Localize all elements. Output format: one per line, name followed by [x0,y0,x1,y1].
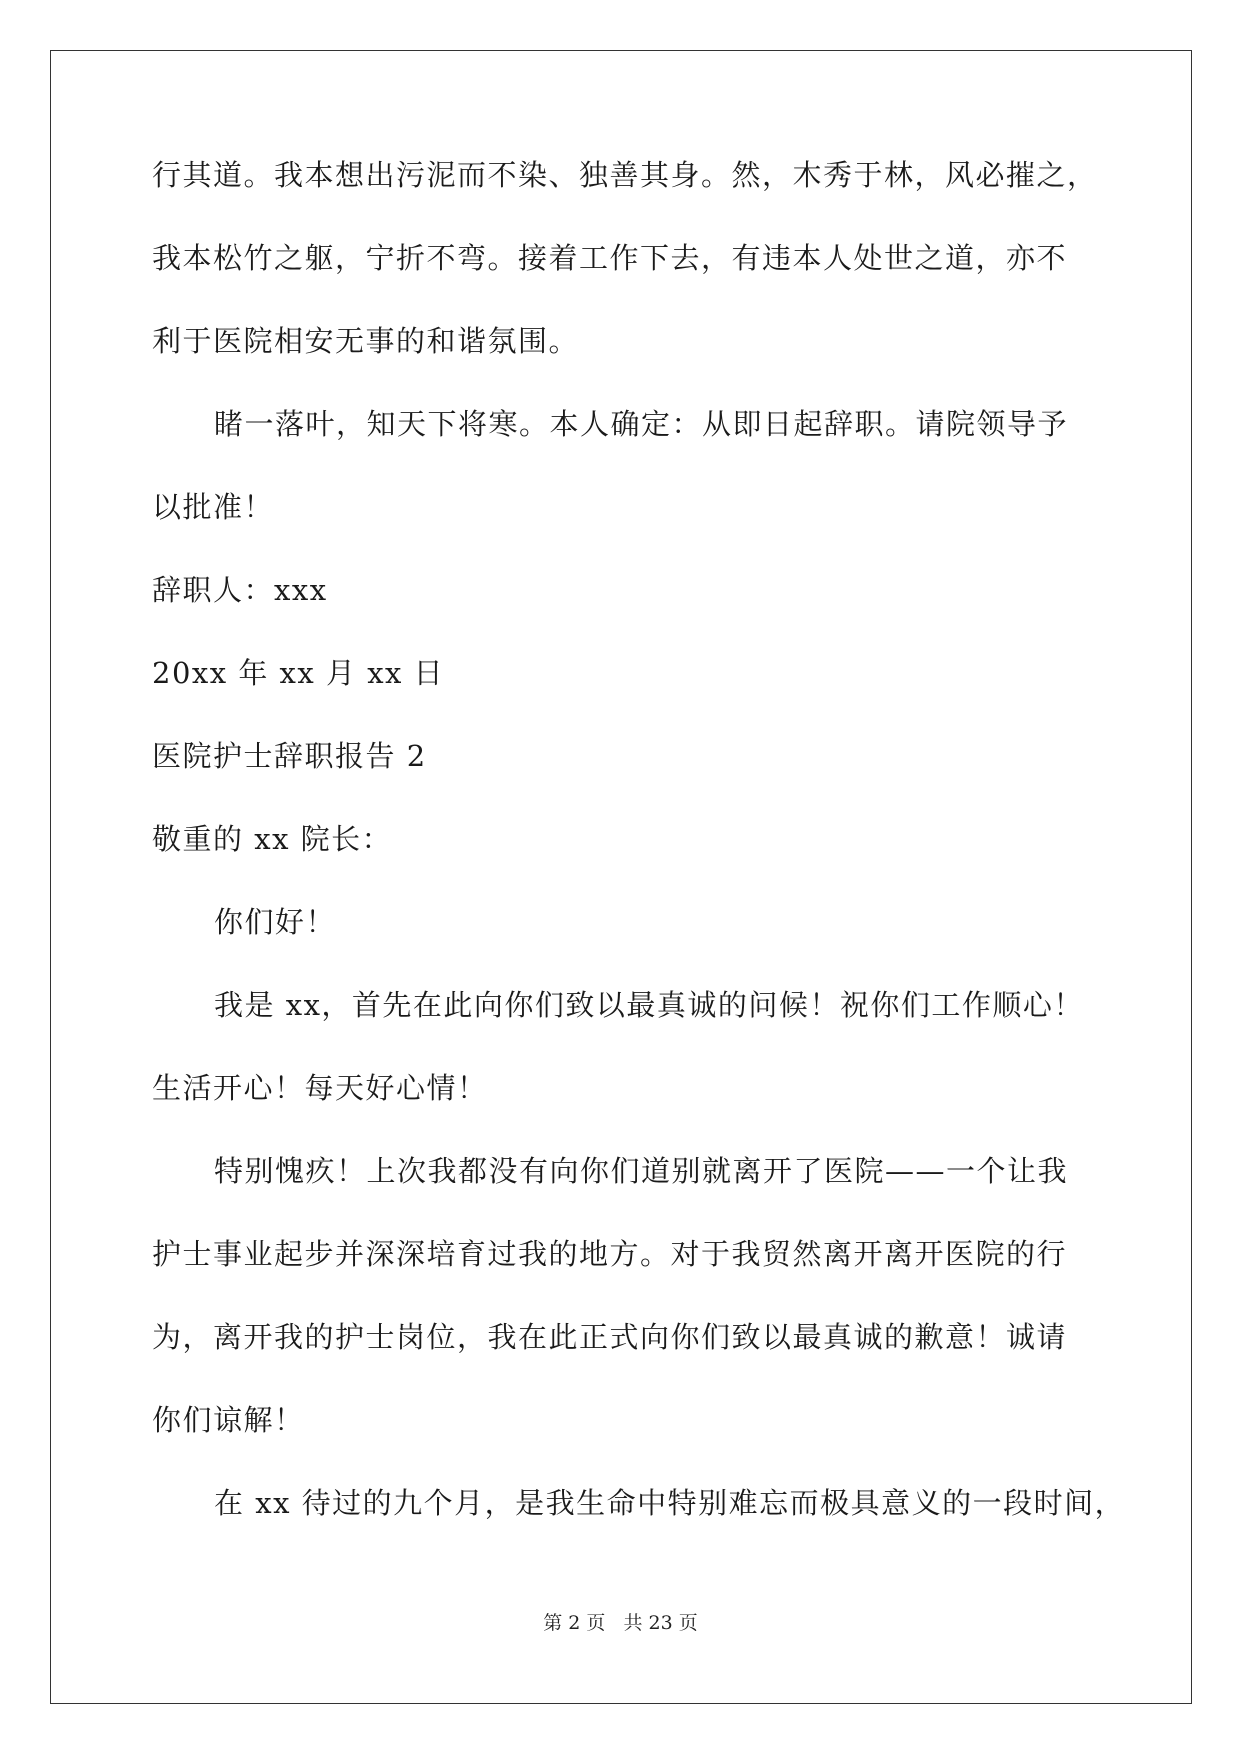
paragraph-line: 在 xx 待过的九个月，是我生命中特别难忘而极具意义的一段时间， [214,1486,1126,1520]
paragraph-line: 利于医院相安无事的和谐氛围。 [152,324,580,358]
paragraph-line: 我是 xx，首先在此向你们致以最真诚的问候！祝你们工作顺心！ [214,988,1084,1022]
page-border [50,50,1192,1704]
paragraph-line: 你们谅解！ [152,1403,305,1437]
paragraph-line: 以批准！ [152,490,275,524]
page-footer [0,1608,1241,1635]
salutation-line: 敬重的 xx 院长： [152,822,393,856]
page-total: 共 23 页 [623,1612,698,1634]
signature-line: 辞职人：xxx [152,573,328,607]
paragraph-line: 生活开心！每天好心情！ [152,1071,488,1105]
paragraph-line: 睹一落叶，知天下将寒。本人确定：从即日起辞职。请院领导予 [214,407,1069,441]
page-number: 第 2 页 [543,1612,606,1634]
paragraph-line: 特别愧疚！上次我都没有向你们道别就离开了医院——一个让我 [214,1154,1069,1188]
greeting-line: 你们好！ [214,905,337,939]
section-title: 医院护士辞职报告 2 [152,739,427,773]
date-line: 20xx 年 xx 月 xx 日 [152,656,445,690]
paragraph-line: 我本松竹之躯，宁折不弯。接着工作下去，有违本人处世之道，亦不 [152,241,1068,275]
paragraph-line: 行其道。我本想出污泥而不染、独善其身。然，木秀于林，风必摧之， [152,158,1098,192]
paragraph-line: 为，离开我的护士岗位，我在此正式向你们致以最真诚的歉意！诚请 [152,1320,1068,1354]
paragraph-line: 护士事业起步并深深培育过我的地方。对于我贸然离开离开医院的行 [152,1237,1068,1271]
